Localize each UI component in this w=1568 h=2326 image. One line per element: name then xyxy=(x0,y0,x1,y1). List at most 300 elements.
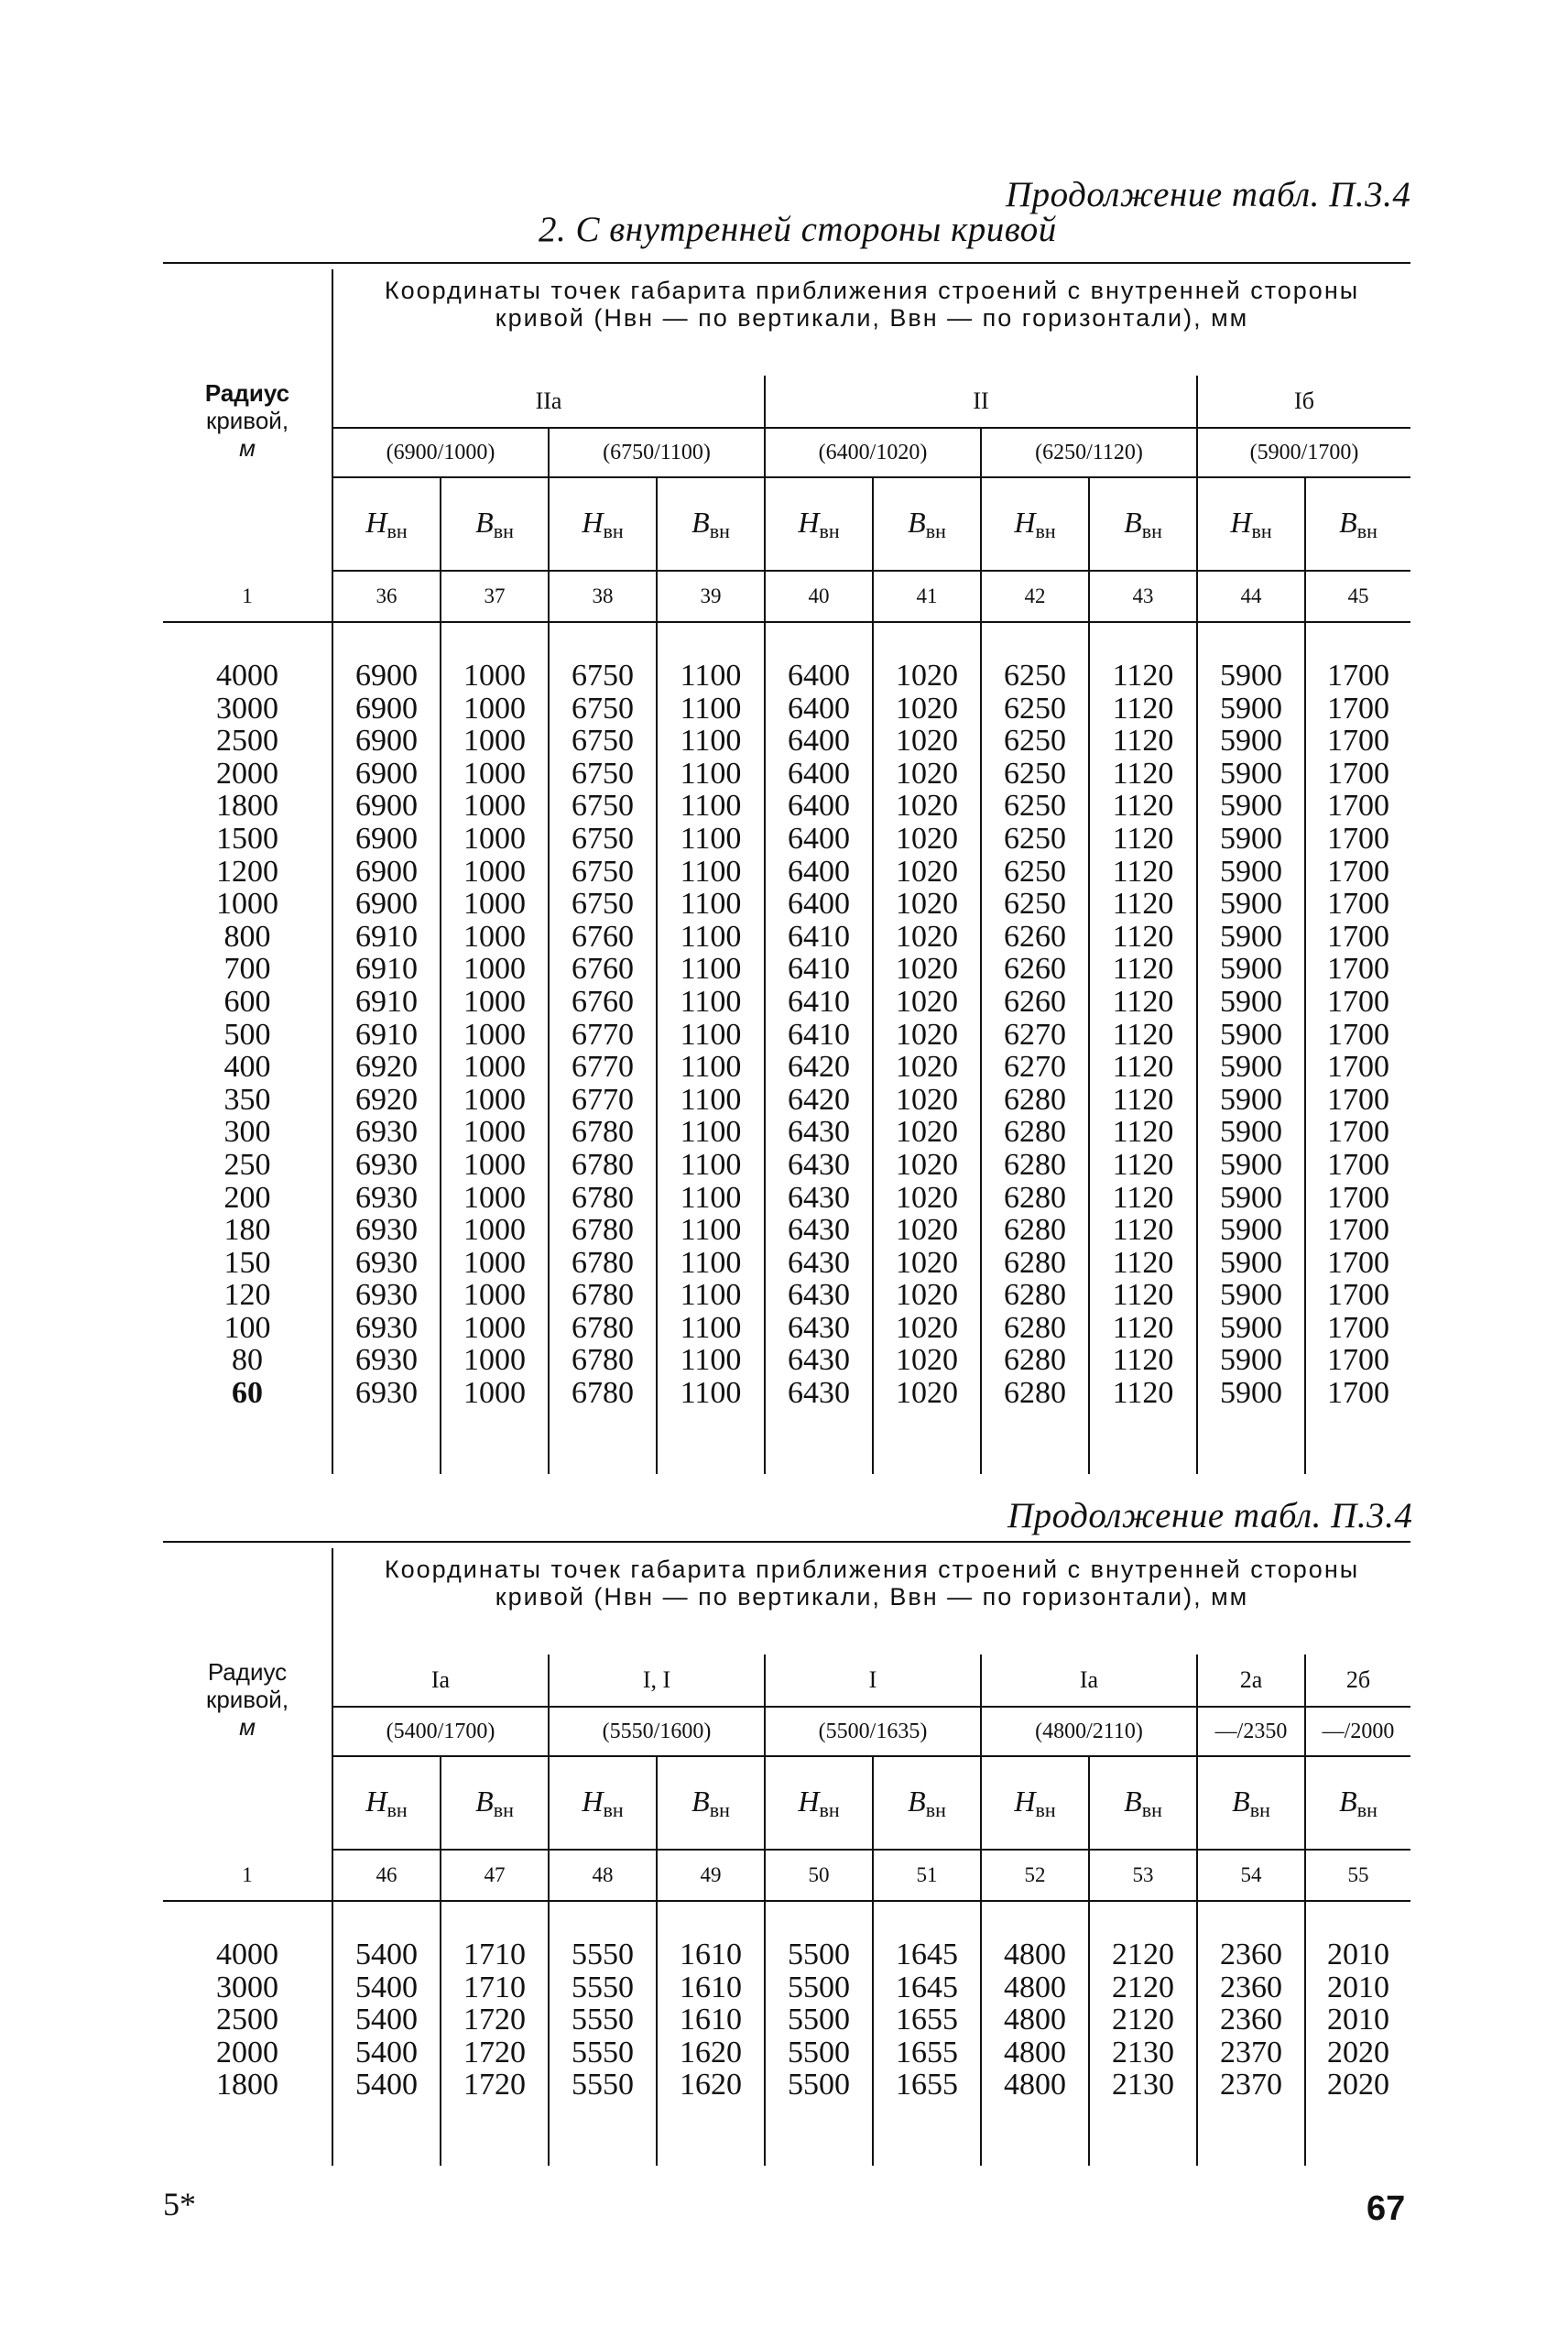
cell-value: 5900 xyxy=(1220,1180,1282,1215)
cell-value: 5400 xyxy=(355,1970,418,2004)
cell-value: 1120 xyxy=(1112,1147,1174,1182)
column-number: 54 xyxy=(1197,1850,1305,1901)
subgroup-header: (6250/1120) xyxy=(981,428,1197,477)
symbol-letter: B xyxy=(691,505,710,539)
cell-value: 1000 xyxy=(463,952,526,987)
cell-value: 1700 xyxy=(1327,1147,1389,1182)
b-symbol-header xyxy=(657,1756,765,1850)
b-symbol-header xyxy=(1089,477,1197,571)
cell-value: 1700 xyxy=(1327,1213,1389,1248)
cell-value: 1100 xyxy=(680,1343,742,1378)
symbol-letter: B xyxy=(1124,505,1142,539)
cell-value: 1120 xyxy=(1112,952,1174,987)
cell-value: 1020 xyxy=(896,1245,958,1280)
radius-value: 1800 xyxy=(216,2068,278,2102)
column-number: 44 xyxy=(1197,571,1305,622)
radius-value: 3000 xyxy=(216,1970,278,2004)
cell-value: 6260 xyxy=(1004,919,1066,954)
column-number: 1 xyxy=(163,1850,332,1901)
cell-value: 1610 xyxy=(680,1938,742,1971)
cell-value: 6780 xyxy=(572,1180,634,1215)
cell-value: 6750 xyxy=(572,756,634,791)
cell-value: 1000 xyxy=(463,691,526,726)
cell-value: 6400 xyxy=(788,724,850,759)
continuation-label-1: Продолжение табл. П.3.4 xyxy=(1006,175,1411,214)
cell-value: 1120 xyxy=(1112,919,1174,954)
cell-value: 1000 xyxy=(463,984,526,1019)
column-number: 49 xyxy=(657,1850,765,1901)
symbol-subscript: вн xyxy=(709,1797,730,1821)
symbol-letter: H xyxy=(1230,505,1252,539)
radius-value: 100 xyxy=(223,1310,271,1345)
column-number: 52 xyxy=(981,1850,1089,1901)
cell-value: 1655 xyxy=(896,2035,958,2069)
cell-value: 6780 xyxy=(572,1310,634,1345)
radius-value: 2500 xyxy=(216,2003,278,2037)
cell-value: 6930 xyxy=(355,1310,418,1345)
cell-value: 1100 xyxy=(680,1278,742,1313)
cell-value: 6930 xyxy=(355,1147,418,1182)
cell-value: 1120 xyxy=(1112,1180,1174,1215)
cell-value: 1000 xyxy=(463,887,526,922)
symbol-subscript: вн xyxy=(819,1797,840,1821)
page-number: 67 xyxy=(1367,2189,1406,2228)
subgroup-header: (5550/1600) xyxy=(549,1707,765,1756)
cell-value: 1655 xyxy=(896,2068,958,2102)
cell-value: 5900 xyxy=(1220,1147,1282,1182)
radius-value: 200 xyxy=(223,1180,271,1215)
cell-value: 1700 xyxy=(1327,756,1389,791)
cell-value: 1700 xyxy=(1327,659,1389,693)
cell-value: 6250 xyxy=(1004,821,1066,856)
cell-value: 1020 xyxy=(896,659,958,693)
b-symbol-header xyxy=(1197,1756,1305,1850)
cell-value: 6920 xyxy=(355,1050,418,1085)
cell-value: 1000 xyxy=(463,1115,526,1150)
cell-value: 2370 xyxy=(1220,2068,1282,2102)
radius-value: 1000 xyxy=(216,887,278,922)
cell-value: 6280 xyxy=(1004,1082,1066,1117)
subgroup-header: —/2350 xyxy=(1197,1707,1305,1756)
cell-value: 6430 xyxy=(788,1310,850,1345)
cell-value: 1100 xyxy=(680,984,742,1019)
cell-value: 6430 xyxy=(788,1343,850,1378)
cell-value: 1610 xyxy=(680,2003,742,2037)
cell-value: 6420 xyxy=(788,1082,850,1117)
cell-value: 1100 xyxy=(680,724,742,759)
data-column xyxy=(332,622,441,1410)
symbol-letter: H xyxy=(1014,505,1036,539)
column-number: 55 xyxy=(1305,1850,1410,1901)
b-symbol-header xyxy=(1305,1756,1410,1850)
cell-value: 1120 xyxy=(1112,1245,1174,1280)
cell-value: 6900 xyxy=(355,691,418,726)
cell-value: 1000 xyxy=(463,919,526,954)
data-column xyxy=(441,1901,549,2102)
radius-value: 1800 xyxy=(216,789,278,824)
radius-value: 500 xyxy=(223,1017,271,1052)
data-column xyxy=(1305,622,1410,1410)
symbol-subscript: вн xyxy=(1249,1797,1270,1821)
cell-value: 1700 xyxy=(1327,984,1389,1019)
cell-value: 1700 xyxy=(1327,1278,1389,1313)
data-column xyxy=(1089,622,1197,1410)
cell-value: 1610 xyxy=(680,1970,742,2004)
h-symbol-header xyxy=(1197,477,1305,571)
cell-value: 1000 xyxy=(463,1017,526,1052)
cell-value: 6910 xyxy=(355,919,418,954)
cell-value: 2010 xyxy=(1327,1970,1389,2004)
cell-value: 6910 xyxy=(355,1017,418,1052)
cell-value: 1020 xyxy=(896,887,958,922)
cell-value: 6400 xyxy=(788,887,850,922)
cell-value: 1120 xyxy=(1112,1115,1174,1150)
subgroup-header: (5500/1635) xyxy=(765,1707,981,1756)
cell-value: 5900 xyxy=(1220,1050,1282,1085)
cell-value: 1120 xyxy=(1112,1213,1174,1248)
cell-value: 4800 xyxy=(1004,2003,1066,2037)
cell-value: 1100 xyxy=(680,1050,742,1085)
cell-value: 6280 xyxy=(1004,1376,1066,1411)
group-header: Iа xyxy=(981,1654,1197,1707)
radius-value: 80 xyxy=(232,1343,263,1378)
cell-value: 6250 xyxy=(1004,691,1066,726)
cell-value: 6930 xyxy=(355,1376,418,1411)
cell-value: 6410 xyxy=(788,952,850,987)
symbol-letter: H xyxy=(365,505,387,539)
cell-value: 6280 xyxy=(1004,1147,1066,1182)
cell-value: 6770 xyxy=(572,1082,634,1117)
cell-value: 1100 xyxy=(680,952,742,987)
cell-value: 1700 xyxy=(1327,1050,1389,1085)
cell-value: 6930 xyxy=(355,1278,418,1313)
cell-value: 1700 xyxy=(1327,919,1389,954)
group-header: Iб xyxy=(1197,376,1410,428)
cell-value: 6400 xyxy=(788,691,850,726)
column-number: 46 xyxy=(332,1850,441,1901)
h-symbol-header xyxy=(765,1756,873,1850)
cell-value: 1020 xyxy=(896,821,958,856)
cell-value: 1000 xyxy=(463,854,526,889)
radius-value: 700 xyxy=(223,952,271,987)
cell-value: 6770 xyxy=(572,1017,634,1052)
radius-column xyxy=(163,1901,332,2102)
cell-value: 6900 xyxy=(355,821,418,856)
group-header: 2а xyxy=(1197,1654,1305,1707)
cell-value: 6750 xyxy=(572,887,634,922)
cell-value: 6280 xyxy=(1004,1245,1066,1280)
cell-value: 1700 xyxy=(1327,1017,1389,1052)
symbol-letter: B xyxy=(691,1784,710,1818)
symbol-letter: H xyxy=(1014,1784,1036,1818)
cell-value: 2020 xyxy=(1327,2068,1389,2102)
cell-value: 6780 xyxy=(572,1115,634,1150)
symbol-subscript: вн xyxy=(1035,519,1056,542)
cell-value: 1120 xyxy=(1112,1017,1174,1052)
cell-value: 1100 xyxy=(680,821,742,856)
cell-value: 5900 xyxy=(1220,1115,1282,1150)
cell-value: 5550 xyxy=(572,1970,634,2004)
cell-value: 6900 xyxy=(355,659,418,693)
cell-value: 1120 xyxy=(1112,1278,1174,1313)
cell-value: 6430 xyxy=(788,1245,850,1280)
radius-value: 350 xyxy=(223,1082,271,1117)
symbol-letter: H xyxy=(798,505,820,539)
data-column xyxy=(1197,622,1305,1410)
cell-value: 1120 xyxy=(1112,1310,1174,1345)
data-column xyxy=(873,1901,981,2102)
cell-value: 6760 xyxy=(572,952,634,987)
cell-value: 6750 xyxy=(572,854,634,889)
h-symbol-header xyxy=(549,477,657,571)
cell-value: 1700 xyxy=(1327,854,1389,889)
cell-value: 1100 xyxy=(680,1180,742,1215)
symbol-subscript: вн xyxy=(1141,1797,1162,1821)
cell-value: 1720 xyxy=(463,2035,526,2069)
cell-value: 5400 xyxy=(355,2003,418,2037)
symbol-subscript: вн xyxy=(819,519,840,542)
cell-value: 5900 xyxy=(1220,1343,1282,1378)
cell-value: 6750 xyxy=(572,724,634,759)
group-header: IIа xyxy=(332,376,765,428)
cell-value: 1000 xyxy=(463,1376,526,1411)
cell-value: 6270 xyxy=(1004,1050,1066,1085)
cell-value: 6780 xyxy=(572,1147,634,1182)
column-number: 42 xyxy=(981,571,1089,622)
cell-value: 1120 xyxy=(1112,821,1174,856)
h-symbol-header xyxy=(332,1756,441,1850)
symbol-letter: H xyxy=(582,1784,604,1818)
cell-value: 6260 xyxy=(1004,984,1066,1019)
cell-value: 1655 xyxy=(896,2003,958,2037)
symbol-subscript: вн xyxy=(387,519,408,542)
cell-value: 1100 xyxy=(680,789,742,824)
radius-value: 180 xyxy=(223,1213,271,1248)
cell-value: 6280 xyxy=(1004,1115,1066,1150)
cell-value: 1720 xyxy=(463,2068,526,2102)
data-column xyxy=(765,622,873,1410)
cell-value: 6430 xyxy=(788,1278,850,1313)
cell-value: 6900 xyxy=(355,789,418,824)
h-symbol-header xyxy=(765,477,873,571)
cell-value: 6920 xyxy=(355,1082,418,1117)
cell-value: 2020 xyxy=(1327,2035,1389,2069)
cell-value: 1620 xyxy=(680,2068,742,2102)
group-header: II xyxy=(765,376,1197,428)
cell-value: 1000 xyxy=(463,724,526,759)
cell-value: 1020 xyxy=(896,1213,958,1248)
b-symbol-header xyxy=(441,1756,549,1850)
cell-value: 1000 xyxy=(463,1147,526,1182)
cell-value: 1100 xyxy=(680,1245,742,1280)
table-subtitle: 2. С внутренней стороны кривой xyxy=(539,210,1057,249)
cell-value: 5400 xyxy=(355,1938,418,1971)
cell-value: 2120 xyxy=(1112,2003,1174,2037)
cell-value: 6900 xyxy=(355,724,418,759)
radius-header: Радиус кривой, м xyxy=(205,1657,289,1741)
cell-value: 6930 xyxy=(355,1180,418,1215)
cell-value: 6760 xyxy=(572,984,634,1019)
cell-value: 1700 xyxy=(1327,952,1389,987)
cell-value: 1000 xyxy=(463,1310,526,1345)
cell-value: 1700 xyxy=(1327,821,1389,856)
cell-value: 6400 xyxy=(788,854,850,889)
cell-value: 5400 xyxy=(355,2035,418,2069)
cell-value: 1720 xyxy=(463,2003,526,2037)
b-symbol-header xyxy=(873,477,981,571)
cell-value: 1700 xyxy=(1327,1082,1389,1117)
cell-value: 6280 xyxy=(1004,1343,1066,1378)
cell-value: 1100 xyxy=(680,659,742,693)
radius-value: 600 xyxy=(223,984,271,1019)
cell-value: 6280 xyxy=(1004,1278,1066,1313)
cell-value: 2360 xyxy=(1220,2003,1282,2037)
symbol-subscript: вн xyxy=(1356,1797,1377,1821)
cell-value: 6410 xyxy=(788,1017,850,1052)
cell-value: 2010 xyxy=(1327,1938,1389,1971)
cell-value: 1000 xyxy=(463,789,526,824)
data-column xyxy=(549,1901,657,2102)
cell-value: 4800 xyxy=(1004,1970,1066,2004)
symbol-letter: H xyxy=(798,1784,820,1818)
cell-value: 5900 xyxy=(1220,724,1282,759)
cell-value: 6430 xyxy=(788,1376,850,1411)
radius-value: 400 xyxy=(223,1050,271,1085)
symbol-subscript: вн xyxy=(925,519,946,542)
cell-value: 1020 xyxy=(896,1115,958,1150)
radius-value: 120 xyxy=(223,1278,271,1313)
radius-value: 4000 xyxy=(216,1938,278,1971)
cell-value: 5900 xyxy=(1220,854,1282,889)
cell-value: 1020 xyxy=(896,919,958,954)
cell-value: 1020 xyxy=(896,1278,958,1313)
continuation-label-2: Продолжение табл. П.3.4 xyxy=(1007,1496,1413,1535)
b-symbol-header xyxy=(441,477,549,571)
cell-value: 6770 xyxy=(572,1050,634,1085)
cell-value: 1700 xyxy=(1327,887,1389,922)
cell-value: 1700 xyxy=(1327,1180,1389,1215)
radius-column xyxy=(163,622,332,1410)
signature-mark: 5* xyxy=(163,2186,196,2222)
cell-value: 6780 xyxy=(572,1278,634,1313)
cell-value: 1700 xyxy=(1327,691,1389,726)
b-symbol-header xyxy=(1089,1756,1197,1850)
cell-value: 6900 xyxy=(355,854,418,889)
symbol-letter: H xyxy=(365,1784,387,1818)
cell-value: 1020 xyxy=(896,724,958,759)
radius-value: 300 xyxy=(223,1115,271,1150)
cell-value: 6250 xyxy=(1004,724,1066,759)
radius-value: 800 xyxy=(223,919,271,954)
cell-value: 5900 xyxy=(1220,1310,1282,1345)
cell-value: 4800 xyxy=(1004,2035,1066,2069)
cell-value: 6400 xyxy=(788,789,850,824)
cell-value: 1020 xyxy=(896,756,958,791)
cell-value: 1120 xyxy=(1112,789,1174,824)
column-number: 1 xyxy=(163,571,332,622)
cell-value: 1000 xyxy=(463,1278,526,1313)
radius-value: 250 xyxy=(223,1147,271,1182)
cell-value: 6260 xyxy=(1004,952,1066,987)
cell-value: 1000 xyxy=(463,1082,526,1117)
subgroup-header: —/2000 xyxy=(1305,1707,1410,1756)
column-number: 37 xyxy=(441,571,549,622)
cell-value: 1020 xyxy=(896,1147,958,1182)
cell-value: 6930 xyxy=(355,1245,418,1280)
cell-value: 1120 xyxy=(1112,984,1174,1019)
column-number: 39 xyxy=(657,571,765,622)
cell-value: 1700 xyxy=(1327,1376,1389,1411)
radius-value: 150 xyxy=(223,1245,271,1280)
cell-value: 1100 xyxy=(680,854,742,889)
cell-value: 5500 xyxy=(788,1970,850,2004)
subgroup-header: (6750/1100) xyxy=(549,428,765,477)
cell-value: 1100 xyxy=(680,756,742,791)
symbol-letter: H xyxy=(582,505,604,539)
cell-value: 1000 xyxy=(463,659,526,693)
cell-value: 1100 xyxy=(680,1115,742,1150)
cell-value: 1100 xyxy=(680,691,742,726)
data-column xyxy=(873,622,981,1410)
cell-value: 1120 xyxy=(1112,1050,1174,1085)
subgroup-header: (4800/2110) xyxy=(981,1707,1197,1756)
group-header: 2б xyxy=(1305,1654,1410,1707)
symbol-subscript: вн xyxy=(1035,1797,1056,1821)
cell-value: 6430 xyxy=(788,1180,850,1215)
cell-value: 1100 xyxy=(680,1376,742,1411)
cell-value: 1120 xyxy=(1112,1343,1174,1378)
cell-value: 5900 xyxy=(1220,984,1282,1019)
cell-value: 1120 xyxy=(1112,1376,1174,1411)
cell-value: 1020 xyxy=(896,1343,958,1378)
symbol-letter: B xyxy=(475,505,494,539)
cell-value: 5900 xyxy=(1220,952,1282,987)
radius-value: 1200 xyxy=(216,854,278,889)
cell-value: 6250 xyxy=(1004,854,1066,889)
cell-value: 6900 xyxy=(355,887,418,922)
radius-value: 3000 xyxy=(216,691,278,726)
cell-value: 5900 xyxy=(1220,1082,1282,1117)
symbol-subscript: вн xyxy=(709,519,730,542)
cell-value: 5900 xyxy=(1220,691,1282,726)
cell-value: 5900 xyxy=(1220,887,1282,922)
symbol-letter: B xyxy=(1339,1784,1357,1818)
radius-value: 2500 xyxy=(216,724,278,759)
cell-value: 6780 xyxy=(572,1245,634,1280)
cell-value: 6250 xyxy=(1004,887,1066,922)
cell-value: 5550 xyxy=(572,2068,634,2102)
column-number: 45 xyxy=(1305,571,1410,622)
cell-value: 1100 xyxy=(680,1213,742,1248)
cell-value: 6250 xyxy=(1004,756,1066,791)
radius-value: 60 xyxy=(232,1376,263,1411)
cell-value: 1700 xyxy=(1327,1343,1389,1378)
data-column xyxy=(657,622,765,1410)
cell-value: 6250 xyxy=(1004,789,1066,824)
cell-value: 2130 xyxy=(1112,2068,1174,2102)
cell-value: 5500 xyxy=(788,1938,850,1971)
h-symbol-header xyxy=(981,477,1089,571)
cell-value: 1020 xyxy=(896,1310,958,1345)
column-number: 38 xyxy=(549,571,657,622)
cell-value: 6430 xyxy=(788,1213,850,1248)
cell-value: 6930 xyxy=(355,1115,418,1150)
cell-value: 6760 xyxy=(572,919,634,954)
cell-value: 5900 xyxy=(1220,821,1282,856)
column-number: 51 xyxy=(873,1850,981,1901)
cell-value: 5900 xyxy=(1220,1213,1282,1248)
cell-value: 5900 xyxy=(1220,756,1282,791)
